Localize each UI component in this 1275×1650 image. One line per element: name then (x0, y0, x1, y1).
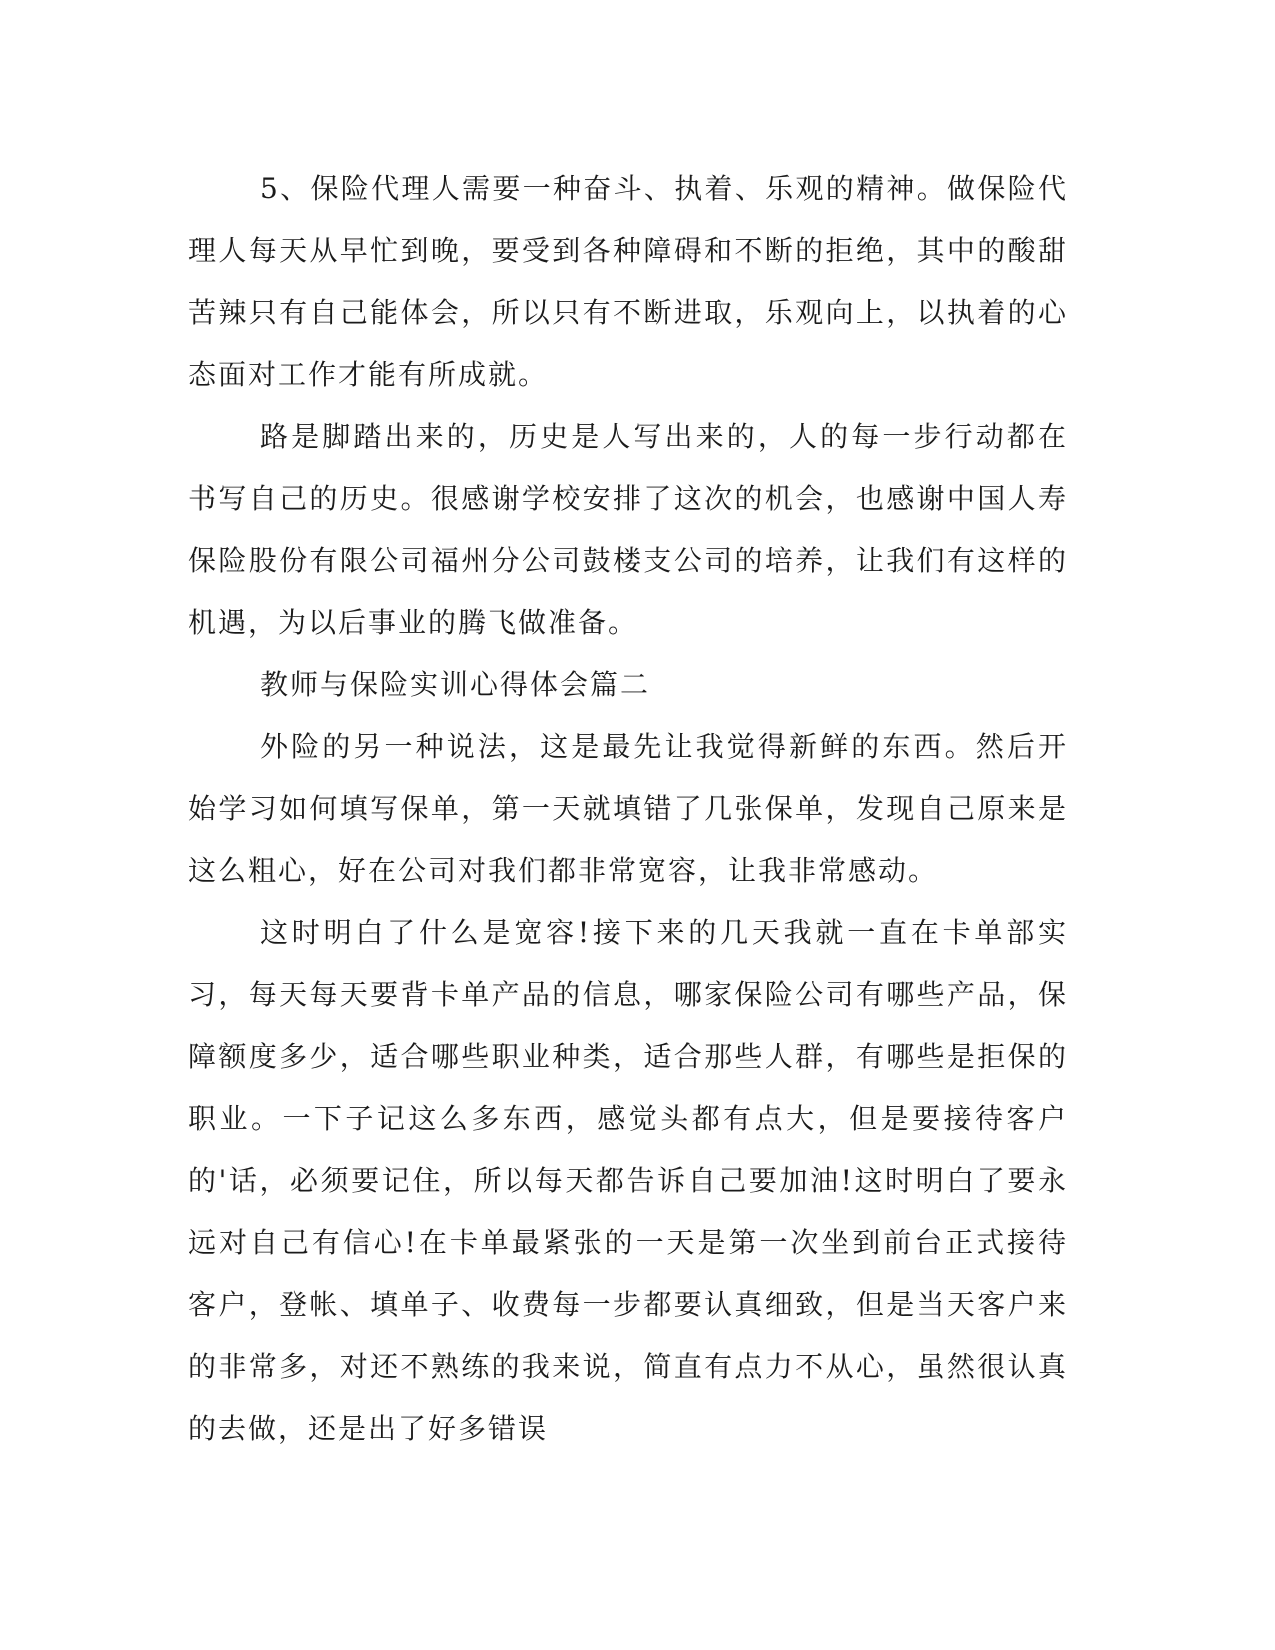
document-body (188, 158, 1068, 1460)
paragraph-gratitude: 路是脚踏出来的，历史是人写出来的，人的每一步行动都在书写自己的历史。很感谢学校安排了这次的机会，也感谢中国人寿保险股份有限公司福州分公司鼓楼支公司的培养，让我们有这样的机遇，为以后事业的腾飞做准备。 (188, 420, 1068, 639)
paragraph-filling-policies: 外险的另一种说法，这是最先让我觉得新鲜的东西。然后开始学习如何填写保单，第一天就填错了几张保单，发现自己原来是这么粗心，好在公司对我们都非常宽容，让我非常感动。 (188, 730, 1068, 887)
section-heading: 教师与保险实训心得体会篇二 (260, 668, 651, 701)
paragraph-agent-spirit: 5、保险代理人需要一种奋斗、执着、乐观的精神。做保险代理人每天从早忙到晚，要受到各种障碍和不断的拒绝，其中的酸甜苦辣只有自己能体会，所以只有不断进取，乐观向上，以执着的心态面对工作才能有所成就。 (188, 172, 1068, 391)
paragraph-card-department: 这时明白了什么是宽容!接下来的几天我就一直在卡单部实习，每天每天要背卡单产品的信息，哪家保险公司有哪些产品，保障额度多少，适合哪些职业种类，适合那些人群，有哪些是拒保的职业。一下子记这么多东西，感觉头都有点大，但是要接待客户的'话，必须要记住，所以每天都告诉自己要加油!这时明白了要永远对自己有信心!在卡单最紧张的一天是第一次坐到前台正式接待客户，登帐、填单子、收费每一步都要认真细致，但是当天客户来的非常多，对还不熟练的我来说，简直有点力不从心，虽然很认真的去做，还是出了好多错误 (188, 916, 1068, 1445)
